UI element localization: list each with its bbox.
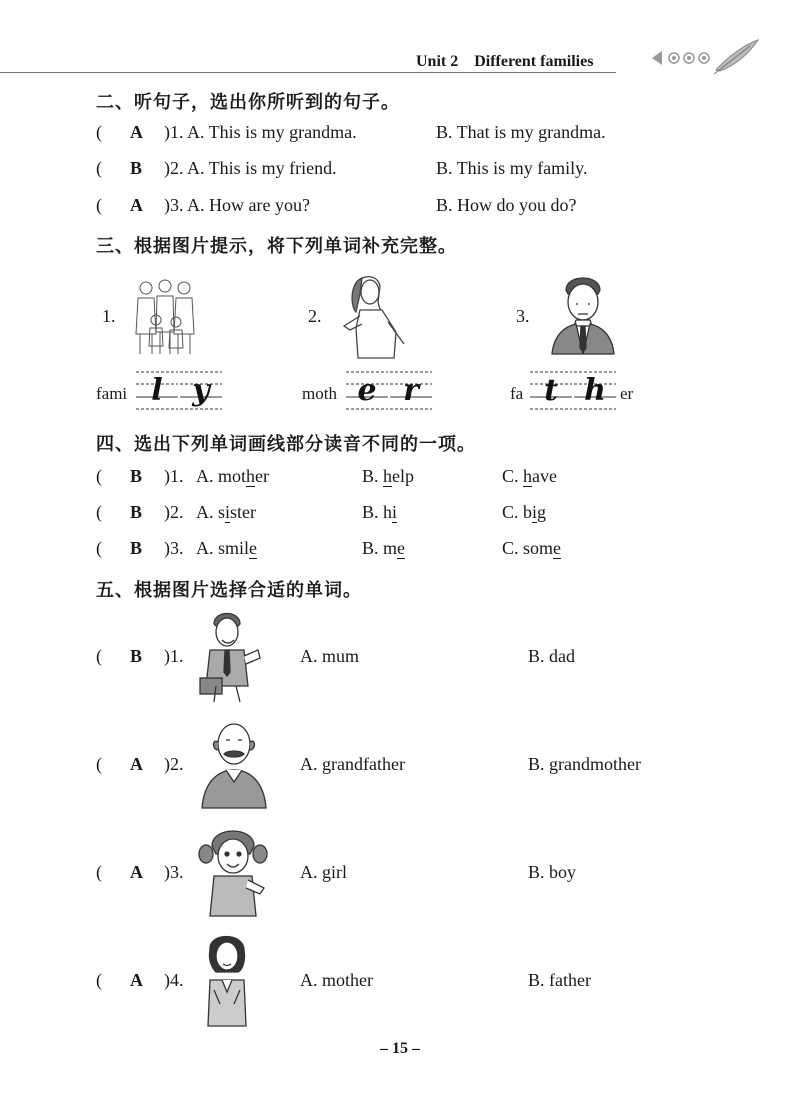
filled-letter: y: [192, 373, 210, 408]
letter-blank: [136, 370, 178, 410]
question-number: )3.: [164, 538, 184, 558]
family-group-icon: [132, 276, 198, 360]
answer-text: B: [130, 466, 143, 486]
option-c: C. some: [502, 538, 562, 558]
option-b: B. dad: [528, 646, 575, 666]
answer-text: A: [130, 970, 143, 990]
underlined-part: h: [523, 466, 533, 486]
mother-woman-icon: [200, 930, 254, 1028]
word-prefix: fami: [96, 384, 128, 403]
word-prefix: fa: [510, 384, 524, 403]
option-a: A. smile: [196, 538, 258, 558]
letter-blank: [346, 370, 388, 410]
section3-title: 三、根据图片提示，将下列单词补充完整。: [96, 236, 457, 257]
open-paren: (: [96, 646, 102, 666]
word-suffix: er: [620, 384, 634, 403]
question-a: )3. A. How are you?: [164, 195, 310, 215]
header-title: Unit 2 Different families: [416, 53, 594, 70]
filled-letter: r: [403, 373, 419, 408]
answer-text: A: [130, 862, 143, 882]
question-a: )2. A. This is my friend.: [164, 158, 337, 178]
option-c: C. big: [502, 502, 547, 522]
page-number: – 15 –: [380, 1040, 420, 1057]
option-b: B. hi: [362, 502, 398, 522]
dad-businessman-icon: [196, 606, 262, 704]
question-number: )1.: [164, 466, 184, 486]
grandfather-icon: [198, 716, 268, 810]
feather-decoration-icon: [650, 38, 760, 82]
answer-text: B: [130, 502, 143, 522]
question-number: )2.: [164, 754, 184, 774]
option-b: B. help: [362, 466, 415, 486]
letter-blank: [180, 370, 222, 410]
option-c: C. have: [502, 466, 557, 486]
underlined-part: i: [532, 502, 538, 522]
option-b: B. That is my grandma.: [436, 122, 606, 142]
option-b: B. boy: [528, 862, 577, 882]
open-paren: (: [96, 502, 102, 522]
filled-letter: e: [357, 373, 377, 408]
open-paren: (: [96, 158, 102, 178]
option-a: A. mother: [300, 970, 373, 990]
girl-icon: [198, 824, 268, 918]
option-a: A. sister: [196, 502, 257, 522]
option-b: B. This is my family.: [436, 158, 588, 178]
open-paren: (: [96, 862, 102, 882]
letter-blank: [574, 370, 616, 410]
father-portrait-icon: [548, 268, 620, 356]
option-b: B. me: [362, 538, 406, 558]
header-rule: [0, 72, 616, 73]
answer-text: B: [130, 158, 143, 178]
filled-letter: l: [151, 373, 163, 408]
option-b: B. father: [528, 970, 591, 990]
question-number: )4.: [164, 970, 184, 990]
picture-number: 1.: [102, 306, 116, 326]
open-paren: (: [96, 754, 102, 774]
option-b: B. How do you do?: [436, 195, 577, 215]
filled-letter: h: [584, 373, 606, 408]
mother-figure-icon: [342, 272, 414, 362]
section5-title: 五、根据图片选择合适的单词。: [96, 580, 362, 601]
question-number: )1.: [164, 646, 184, 666]
letter-blank: [530, 370, 572, 410]
question-a: )1. A. This is my grandma.: [164, 122, 357, 142]
filled-letter: t: [544, 373, 558, 408]
option-a: A. mother: [196, 466, 269, 486]
underlined-part: h: [246, 466, 256, 486]
word-prefix: moth: [302, 384, 337, 403]
underlined-part: e: [553, 538, 562, 558]
option-a: A. grandfather: [300, 754, 405, 774]
answer-text: A: [130, 195, 143, 215]
section4-title: 四、选出下列单词画线部分读音不同的一项。: [96, 434, 476, 455]
underlined-part: h: [383, 466, 393, 486]
underlined-part: i: [225, 502, 231, 522]
section2-title: 二、听句子，选出你所听到的句子。: [96, 92, 400, 113]
underlined-part: i: [392, 502, 398, 522]
answer-text: A: [130, 754, 143, 774]
open-paren: (: [96, 466, 102, 486]
answer-text: B: [130, 646, 143, 666]
answer-text: B: [130, 538, 143, 558]
question-number: )2.: [164, 502, 184, 522]
open-paren: (: [96, 122, 102, 142]
underlined-part: e: [397, 538, 406, 558]
letter-blank: [390, 370, 432, 410]
open-paren: (: [96, 195, 102, 215]
underlined-part: e: [249, 538, 258, 558]
answer-text: A: [130, 122, 143, 142]
option-a: A. mum: [300, 646, 360, 666]
picture-number: 2.: [308, 306, 322, 326]
picture-number: 3.: [516, 306, 530, 326]
option-b: B. grandmother: [528, 754, 641, 774]
question-number: )3.: [164, 862, 184, 882]
option-a: A. girl: [300, 862, 347, 882]
open-paren: (: [96, 538, 102, 558]
open-paren: (: [96, 970, 102, 990]
